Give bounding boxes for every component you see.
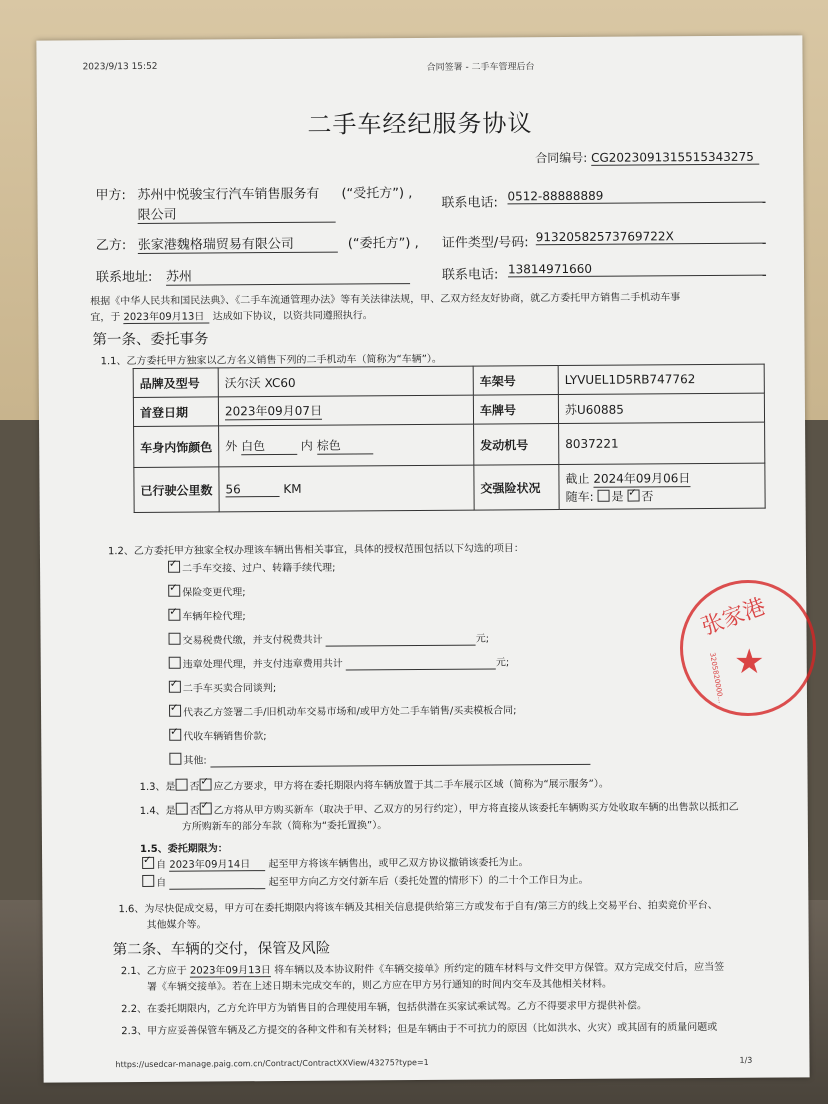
company-seal-text: 张家港 bbox=[698, 594, 769, 641]
contract-number bbox=[535, 148, 759, 167]
clause-1-3-yes-checkbox[interactable] bbox=[175, 779, 187, 791]
auth-checkbox[interactable] bbox=[168, 561, 180, 573]
mileage-unit: KM bbox=[283, 481, 302, 496]
insurance-no-checkbox[interactable] bbox=[627, 489, 639, 501]
auth-item-9 bbox=[169, 749, 590, 768]
clause-text: 1.3、是 bbox=[139, 781, 176, 793]
auth-checkbox[interactable] bbox=[169, 681, 181, 693]
delivery-date: 2023年09月13日 bbox=[190, 961, 271, 978]
auth-item-tail: 元; bbox=[475, 633, 490, 645]
clause-text: 应乙方要求，甲方将在委托期限内将车辆放置于其二手车展示区域（简称为“展示服务”）。 bbox=[213, 778, 609, 793]
auth-item-4 bbox=[169, 630, 490, 648]
auth-item-text: 违章处理代理，并支付违章费用共计 bbox=[182, 658, 343, 671]
clause-1-3-no-checkbox[interactable] bbox=[199, 778, 211, 790]
insurance-no-label: 否 bbox=[641, 488, 654, 503]
clause-text: 起至甲方向乙方交付新车后（委托处置的情形下）的二十个工作日为止。 bbox=[268, 874, 589, 889]
clause-text: 将车辆以及本协议附件《车辆交接单》所约定的随车材料与文件交甲方保管。双方完成交付后，应当签 bbox=[274, 961, 725, 977]
seal-star-icon: ★ bbox=[734, 642, 765, 682]
party-b-id-label: 证件类型/号码: bbox=[441, 235, 529, 251]
interior-color: 棕色 bbox=[317, 436, 373, 454]
party-b-phone: 13814971660 bbox=[508, 261, 766, 278]
clause-1-4 bbox=[140, 798, 739, 817]
color-label: 车身内饰颜色 bbox=[134, 426, 219, 468]
auth-item-7 bbox=[169, 701, 517, 718]
auth-item-text: 二手车买卖合同谈判; bbox=[182, 683, 277, 695]
auth-item-5 bbox=[169, 653, 510, 671]
auth-item-text: 二手车交接、过户、转籍手续代理; bbox=[182, 562, 336, 575]
insurance-label: 交强险状况 bbox=[474, 465, 559, 511]
clause-1-6-cont: 其他媒介等。 bbox=[146, 919, 207, 931]
plate-label: 车牌号 bbox=[473, 395, 558, 425]
clause-text: 自 bbox=[156, 859, 167, 871]
auth-checkbox[interactable] bbox=[169, 753, 181, 765]
vehicle-info-table bbox=[133, 364, 766, 513]
clause-1-6: 1.6、为尽快促成交易，甲方可在委托期限内将该车辆及其相关信息提供给第三方或发布于自有/第三方的线上交易平台、拍卖竞价平台、 bbox=[118, 899, 718, 916]
clause-text: 2.1、乙方应于 bbox=[120, 965, 187, 978]
insurance-yes-label: 是 bbox=[611, 489, 624, 504]
party-b-address: 苏州 bbox=[166, 264, 410, 286]
print-page-title: 合同签署 - 二手车管理后台 bbox=[426, 62, 535, 73]
mileage-value bbox=[219, 465, 474, 512]
clause-2-3: 2.3、甲方应妥善保管车辆及乙方提交的各种文件和有关材料；但是车辆由于不可抗力的原因（比如洪水、火灾）或其固有的质量问题或 bbox=[121, 1021, 718, 1038]
insurance-date: 2024年09月06日 bbox=[593, 470, 691, 486]
party-b-role: (“委托方”) , bbox=[347, 236, 419, 252]
clause-1-1: 1.1、乙方委托甲方独家以乙方名义销售下列的二手机动车（简称为“车辆”）。 bbox=[100, 353, 442, 368]
interior-prefix: 内 bbox=[300, 438, 313, 453]
party-b-label: 乙方: bbox=[95, 238, 127, 254]
preamble-text-end: 达成如下协议，以资共同遵照执行。 bbox=[212, 310, 373, 323]
auth-item-text: 保险变更代理; bbox=[182, 587, 246, 599]
party-b-id: 91320582573769722X bbox=[536, 229, 766, 246]
clause-2-1-cont: 署《车辆交接单》。若在上述日期未完成交车的，则乙方应在甲方另行通知的时间内交车及其他相关材料。 bbox=[146, 978, 613, 993]
auth-checkbox[interactable] bbox=[168, 585, 180, 597]
preamble-line2 bbox=[90, 306, 372, 324]
auth-checkbox[interactable] bbox=[168, 609, 180, 621]
party-a-phone: 0512-88888889 bbox=[507, 188, 765, 205]
footer-url: https://usedcar-manage.paig.com.cn/Contract/ContractXXView/43275?type=1 bbox=[115, 1057, 429, 1070]
party-b-name: 张家港魏格瑞贸易有限公司 bbox=[138, 233, 338, 254]
clause-text: 否 bbox=[189, 805, 200, 817]
party-a-name-line2: 限公司 bbox=[138, 203, 336, 224]
footer-page-number: 1/3 bbox=[739, 1055, 753, 1065]
party-b-address-label: 联系地址: bbox=[95, 269, 153, 286]
preamble-text: 宜，于 bbox=[90, 312, 121, 324]
table-row bbox=[133, 364, 764, 397]
company-seal-digits: 3205820000... bbox=[708, 652, 725, 704]
contract-number-value: CG20230913155153432​75 bbox=[591, 150, 759, 166]
clause-text: 起至甲方将该车辆售出，或甲乙双方协议撤销该委托为止。 bbox=[268, 857, 529, 871]
clause-1-2: 1.2、乙方委托甲方独家全权办理该车辆出售相关事宜，具体的授权范围包括以下勾选的项目： bbox=[107, 543, 524, 558]
mileage-number: 56 bbox=[225, 482, 279, 497]
insurance-value bbox=[559, 463, 765, 509]
clause-1-5-row2 bbox=[142, 871, 588, 890]
mileage-label: 已行驶公里数 bbox=[134, 467, 219, 513]
vin-value: LYVUEL1D5RB747762 bbox=[558, 364, 764, 394]
auth-item-6 bbox=[169, 679, 276, 695]
auth-checkbox[interactable] bbox=[169, 633, 181, 645]
auth-item-text: 车辆年检代理; bbox=[182, 611, 246, 623]
auth-item-8 bbox=[169, 727, 266, 743]
document-title: 二手车经纪服务协议 bbox=[307, 109, 533, 139]
insurance-yes-checkbox[interactable] bbox=[597, 489, 609, 501]
brand-value: 沃尔沃 XC60 bbox=[218, 366, 473, 397]
auth-item-text: 交易税费代缴，并支付税费共计 bbox=[182, 634, 323, 647]
registration-label: 首登日期 bbox=[133, 397, 218, 427]
clause-1-5-title: 1.5、委托期限为： bbox=[139, 843, 228, 855]
contract-number-label: 合同编号: bbox=[535, 150, 588, 166]
print-timestamp: 2023/9/13 15:52 bbox=[82, 61, 158, 73]
preamble-date: 2023年09月13日 bbox=[123, 307, 209, 324]
color-value bbox=[219, 424, 474, 467]
section-2-title: 第二条、车辆的交付，保管及风险 bbox=[112, 940, 331, 959]
brand-label: 品牌及型号 bbox=[133, 368, 218, 398]
auth-item-text: 代表乙方签署二手/旧机动车交易市场和/或甲方处二手车销售/买卖模板合同; bbox=[183, 705, 517, 719]
party-a-phone-label: 联系电话: bbox=[441, 195, 498, 211]
auth-item-1 bbox=[168, 559, 335, 575]
engine-label: 发动机号 bbox=[474, 424, 559, 466]
auth-item-text: 其他: bbox=[183, 755, 207, 767]
exterior-prefix: 外 bbox=[225, 439, 238, 454]
section-1-title: 第一条、委托事务 bbox=[92, 331, 209, 349]
clause-1-5-row1 bbox=[142, 853, 528, 872]
auth-checkbox[interactable] bbox=[169, 729, 181, 741]
clause-1-4-yes-checkbox[interactable] bbox=[176, 803, 188, 815]
auth-item-tail: 元; bbox=[495, 657, 510, 669]
term-option-2-checkbox[interactable] bbox=[142, 875, 154, 887]
party-a-role: (“受托方”) , bbox=[341, 186, 413, 202]
insurance-prefix: 截止 bbox=[565, 471, 590, 486]
clause-1-4-no-checkbox[interactable] bbox=[200, 802, 212, 814]
vin-label: 车架号 bbox=[473, 366, 558, 396]
auth-item-3 bbox=[168, 607, 245, 623]
clause-1-3 bbox=[140, 775, 609, 793]
auth-checkbox[interactable] bbox=[169, 657, 181, 669]
party-a-label: 甲方: bbox=[95, 188, 126, 204]
clause-text: 否 bbox=[189, 781, 200, 793]
preamble-line1: 根据《中华人民共和国民法典》、《二手车流通管理办法》等有关法律法规，甲、乙双方经友好协商，就乙方委托甲方销售二手机动车事 bbox=[90, 292, 681, 308]
clause-text: 乙方将从甲方购买新车（取决于甲、乙双方的另行约定），甲方将直接从该委托车辆购买方处收取车辆的出售款以抵扣乙 bbox=[213, 801, 739, 817]
term-start-date: 2023年09月14日 bbox=[169, 855, 265, 872]
registration-value bbox=[218, 395, 473, 426]
table-row bbox=[134, 422, 765, 467]
clause-2-2: 2.2、在委托期限内，乙方允许甲方为销售目的合理使用车辆，包括供潜在买家试乘试驾。乙方不得要求甲方提供补偿。 bbox=[121, 1000, 648, 1016]
auth-item-2 bbox=[168, 583, 245, 599]
auth-checkbox[interactable] bbox=[169, 705, 181, 717]
term-option-1-checkbox[interactable] bbox=[142, 857, 154, 869]
clause-text: 1.4、是 bbox=[139, 805, 176, 817]
insurance-with-car: 随车: bbox=[565, 489, 594, 504]
party-a-name-line1: 苏州中悦骏宝行汽车销售服务有 bbox=[137, 186, 320, 203]
table-row bbox=[134, 463, 765, 512]
engine-value: 8037221 bbox=[559, 422, 765, 464]
plate-value: 苏U60885 bbox=[558, 393, 764, 423]
clause-1-4-cont: 方所购新车的部分车款（简称为“委托置换”）。 bbox=[181, 820, 388, 833]
contract-page bbox=[36, 35, 809, 1082]
registration-date: 2023年09月07日 bbox=[224, 403, 323, 419]
table-row bbox=[133, 393, 764, 426]
party-b-phone-label: 联系电话: bbox=[441, 267, 499, 283]
clause-text: 自 bbox=[156, 877, 167, 889]
auth-item-text: 代收车辆销售价款; bbox=[183, 731, 267, 743]
exterior-color: 白色 bbox=[241, 437, 297, 455]
